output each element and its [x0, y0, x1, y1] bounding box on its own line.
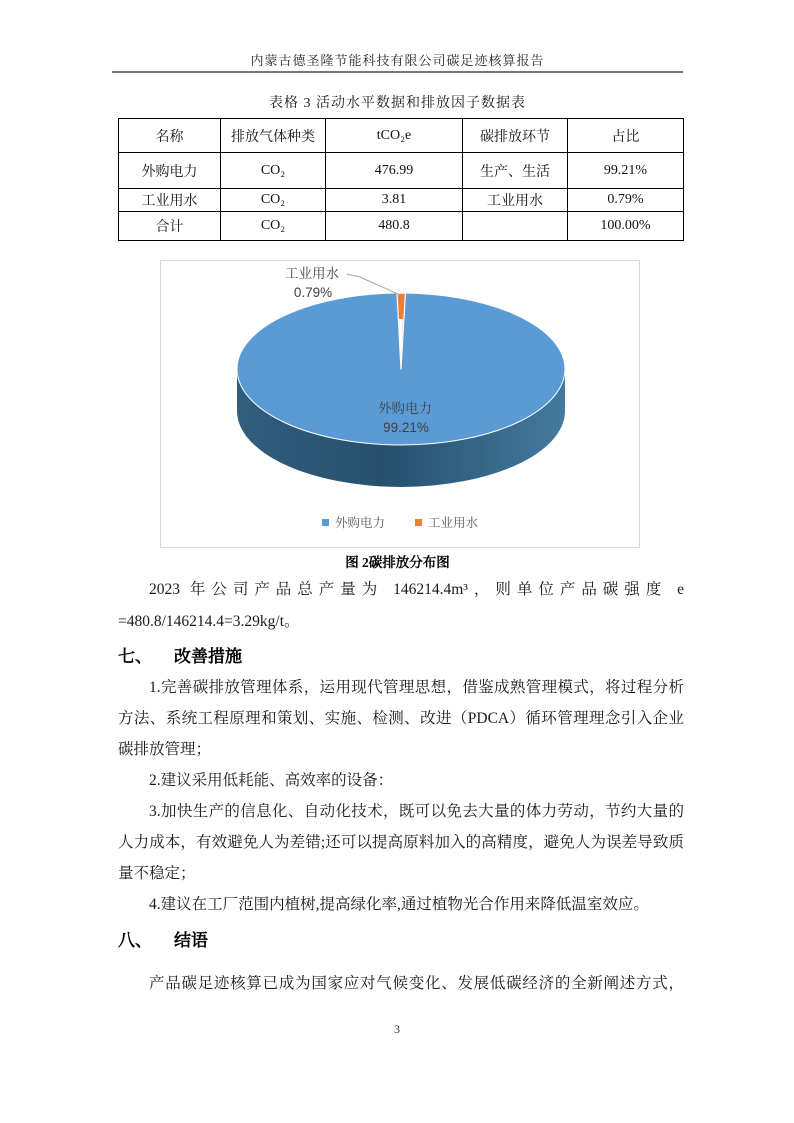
- legend-label: 工业用水: [428, 516, 479, 530]
- improvement-item: 1.完善碳排放管理体系，运用现代管理思想，借鉴成熟管理模式，将过程分析方法、系统工程原理和策划、实施、检测、改进（PDCA）循环管理理念引入企业碳排放管理；: [118, 679, 684, 758]
- legend-swatch-electricity: [322, 519, 329, 526]
- table-header-cell: tCO₂e: [326, 119, 463, 153]
- table-caption: 表格 3 活动水平数据和排放因子数据表: [269, 96, 526, 111]
- table-cell: 476.99: [326, 153, 463, 189]
- intro-line-2: =480.8/146214.4=3.29kg/t。: [118, 613, 300, 630]
- table-cell: CO₂: [221, 153, 326, 189]
- table-header-cell: 占比: [568, 119, 684, 153]
- section-heading-improvements: [118, 642, 242, 667]
- table-row: [119, 153, 684, 189]
- table-cell: 99.21%: [568, 153, 684, 189]
- table-cell: 工业用水: [463, 189, 568, 212]
- slice-value-water: 0.79%: [293, 285, 333, 300]
- table-header-row: [119, 119, 684, 153]
- legend-swatch-water: [415, 519, 422, 526]
- section-heading-conclusion: [118, 926, 208, 951]
- section-number: 七、: [118, 647, 152, 666]
- legend-item-water: [415, 513, 478, 531]
- table-cell: 外购电力: [119, 153, 221, 189]
- chart-legend: [161, 513, 639, 531]
- table-cell: 合计: [119, 212, 221, 241]
- table-cell: [463, 212, 568, 241]
- header-divider: [112, 71, 683, 73]
- table-cell: 生产、生活: [463, 153, 568, 189]
- slice-value-electricity: 99.21%: [383, 420, 429, 435]
- table-header-cell: 碳排放环节: [463, 119, 568, 153]
- table-cell: 0.79%: [568, 189, 684, 212]
- page-number: 3: [394, 1022, 400, 1036]
- table-row: [119, 189, 684, 212]
- table-cell: CO₂: [221, 189, 326, 212]
- improvement-item: 4.建议在工厂范围内植树,提高绿化率,通过植物光合作用来降低温室效应。: [149, 896, 649, 913]
- table-cell: 480.8: [326, 212, 463, 241]
- slice-label-water: 工业用水: [285, 266, 339, 281]
- improvement-items: [118, 672, 684, 920]
- legend-label: 外购电力: [334, 516, 385, 530]
- table-header-cell: 名称: [119, 119, 221, 153]
- legend-item-electricity: [322, 513, 385, 531]
- table-cell: 工业用水: [119, 189, 221, 212]
- table-header-cell: 排放气体种类: [221, 119, 326, 153]
- table-cell: 100.00%: [568, 212, 684, 241]
- section-title: 结语: [174, 931, 208, 950]
- pie-chart-figure: [160, 260, 640, 548]
- improvement-item: 3.加快生产的信息化、自动化技术，既可以免去大量的体力劳动，节约大量的人力成本，有效避免人为差错;还可以提高原料加入的高精度，避免人为误差导致质量不稳定；: [118, 803, 684, 882]
- section-number: 八、: [118, 931, 152, 950]
- improvement-item: 2.建议采用低耗能、高效率的设备：: [149, 772, 394, 789]
- intro-line-1: 2023 年公司产品总产量为 146214.4m³，则单位产品碳强度 e: [149, 581, 684, 598]
- section-title: 改善措施: [174, 647, 242, 666]
- figure-caption: 图 2碳排放分布图: [345, 555, 450, 570]
- intro-paragraph: [118, 574, 684, 638]
- emission-data-table: [118, 118, 684, 241]
- conclusion-paragraph: 产品碳足迹核算已成为国家应对气候变化、发展低碳经济的全新阐述方式，: [149, 975, 684, 992]
- pie-chart: [161, 261, 639, 547]
- table-row: [119, 212, 684, 241]
- table-cell: CO₂: [221, 212, 326, 241]
- slice-label-electricity: 外购电力: [378, 401, 432, 416]
- callout-leader-line: [347, 274, 400, 295]
- page-header-title: 内蒙古德圣隆节能科技有限公司碳足迹核算报告: [250, 53, 545, 68]
- table-cell: 3.81: [326, 189, 463, 212]
